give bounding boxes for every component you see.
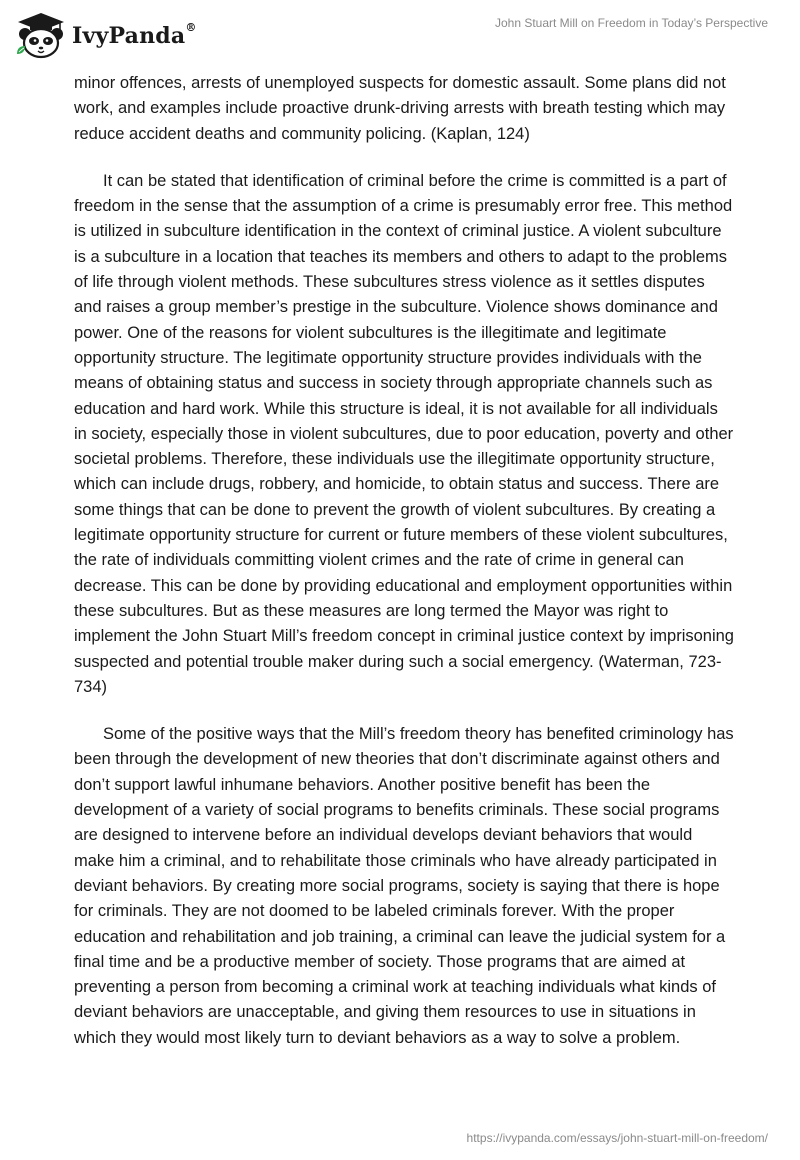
source-url[interactable]: https://ivypanda.com/essays/john-stuart-mill-on-freedom/ [466, 1131, 768, 1145]
panda-logo-icon [14, 10, 68, 60]
paragraph: minor offences, arrests of unemployed suspects for domestic assault. Some plans did not work, and examples include proactive drunk-driving arrests with breath testing which may reduce accident deaths and community policing. (Kaplan, 124) [74, 74, 726, 143]
brand-logo[interactable] [14, 10, 197, 60]
paragraph: It can be stated that identification of criminal before the crime is committed is a part of freedom in the sense that the assumption of a crime is presumably error free. This method is utilized in subculture identification in the context of criminal justice. A violent subculture is a subculture in a location that teaches its members and others to adapt to the problems of life through violent methods. These subcultures stress violence as it settles disputes and raises a group member’s prestige in the subculture. Violence shows dominance and power. One of the reasons for violent subcultures is the illegitimate and legitimate opportunity structure. The legitimate opportunity structure provides individuals with the means of obtaining status and success in society through appropriate channels such as education and hard work. While this structure is ideal, it is not available for all individuals in society, especially those in violent subcultures, due to poor education, poverty and other societal problems. Therefore, these individuals use the illegitimate opportunity structure, which can include drugs, robbery, and homicide, to obtain status and success. There are some things that can be done to prevent the growth of violent subcultures. By creating a legitimate opportunity structure for current or future members of these violent subcultures, the rate of individuals committing violent crimes and the rate of crime in general can decrease. This can be done by providing educational and employment opportunities within these subcultures. But as these measures are long termed the Mayor was right to implement the John Stuart Mill’s freedom concept in criminal justice context by imprisoning suspected and potential trouble maker during such a social emergency. (Waterman, 723-734) [74, 171, 734, 696]
essay-body [74, 71, 734, 1073]
paragraph: Some of the positive ways that the Mill’s freedom theory has benefited criminology has been through the development of new theories that don’t discriminate against others and don’t support lawful inhumane behaviors. Another positive benefit has been the development of a variety of social programs to benefits criminals. These social programs are designed to intervene before an individual develops deviant behaviors that would make him a criminal, and to rehabilitate those criminals who have already participated in deviant behaviors. By creating more social programs, society is saying that there is hope for criminals. They are not doomed to be labeled criminals forever. With the proper education and rehabilitation and job training, a criminal can leave the judicial system for a final time and be a productive member of society. Those programs that are aimed at preventing a person from becoming a criminal work at teaching individuals what kinds of deviant behaviors are unacceptable, and giving them resources to use in situations in which they would most likely turn to deviant behaviors as a way to solve a problem. [74, 725, 734, 1047]
document-title: John Stuart Mill on Freedom in Today’s Perspective [494, 16, 768, 30]
registered-mark: ® [185, 21, 197, 34]
page-header [0, 0, 800, 72]
brand-name: IvyPanda® [72, 21, 197, 49]
